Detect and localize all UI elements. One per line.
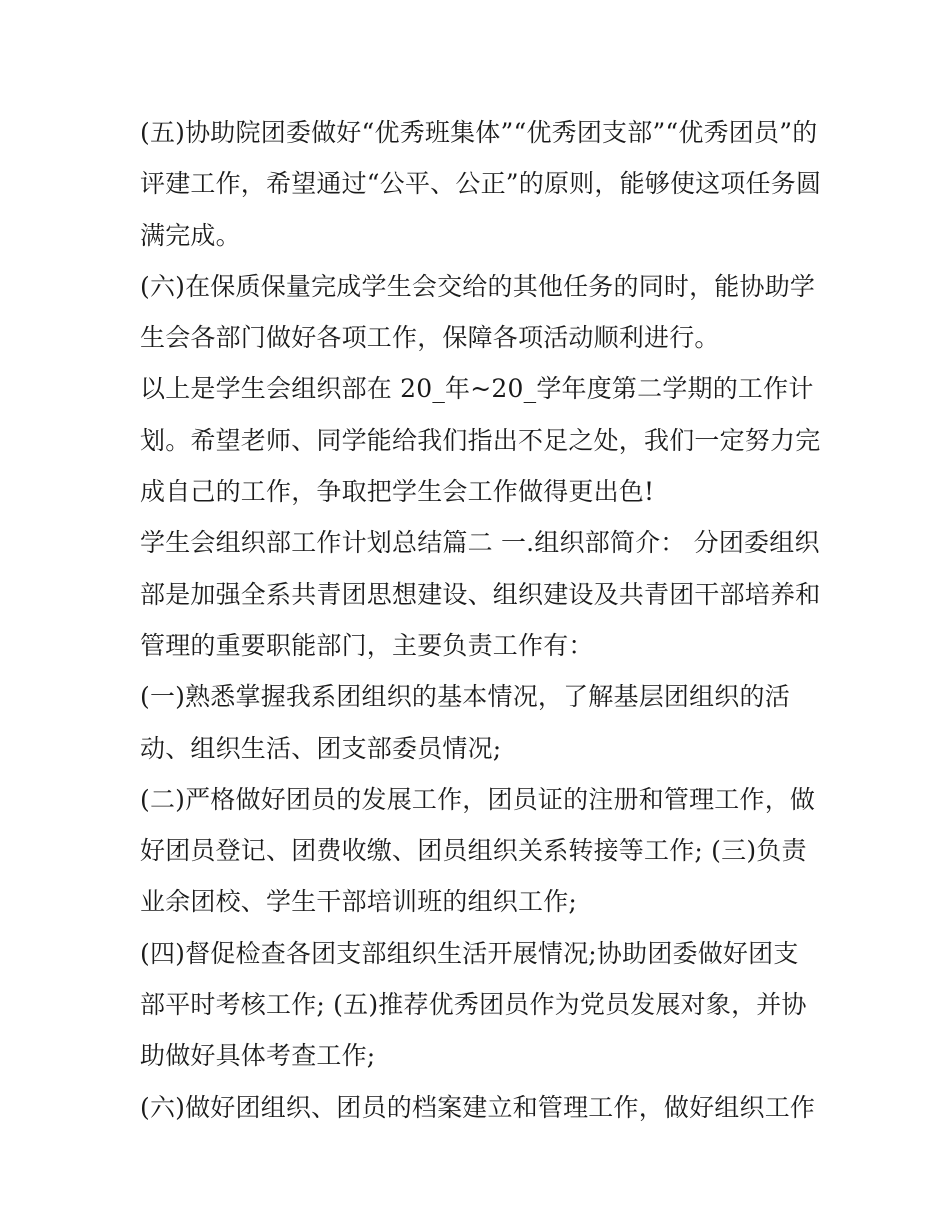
text-line: (六)在保质保量完成学生会交给的其他任务的同时，能协助学 xyxy=(140,271,816,301)
text-line: (二)严格做好团员的发展工作，团员证的注册和管理工作，做 xyxy=(140,784,816,814)
text-line: 助做好具体考查工作; xyxy=(140,1041,376,1071)
section-heading-line: 学生会组织部工作计划总结篇二 一.组织部简介： 分团委组织 xyxy=(140,528,820,558)
text-line: 管理的重要职能部门，主要负责工作有： xyxy=(140,630,594,660)
text-line: 生会各部门做好各项工作，保障各项活动顺利进行。 xyxy=(140,323,720,353)
text-line: 评建工作，希望通过“公平、公正”的原则，能够使这项任务圆 xyxy=(140,169,822,199)
text-line: (一)熟悉掌握我系团组织的基本情况，了解基层团组织的活 xyxy=(140,682,790,712)
text-line: (六)做好团组织、团员的档案建立和管理工作，做好组织工作 xyxy=(140,1092,816,1122)
text-line: 划。希望老师、同学能给我们指出不足之处，我们一定努力完 xyxy=(140,425,821,455)
text-line: 好团员登记、团费收缴、团员组织关系转接等工作; (三)负责 xyxy=(140,836,807,866)
text-line: 满完成。 xyxy=(140,220,241,250)
text-line: 以上是学生会组织部在 20_年~20_学年度第二学期的工作计 xyxy=(140,374,814,404)
text-line: 成自己的工作，争取把学生会工作做得更出色! xyxy=(140,477,655,507)
text-line: (四)督促检查各团支部组织生活开展情况;协助团委做好团支 xyxy=(140,938,799,968)
text-line: 部平时考核工作; (五)推荐优秀团员作为党员发展对象，并协 xyxy=(140,990,807,1020)
document-page xyxy=(140,107,820,1133)
text-line: 部是加强全系共青团思想建设、组织建设及共青团干部培养和 xyxy=(140,579,821,609)
text-line: 业余团校、学生干部培训班的组织工作; xyxy=(140,887,578,917)
text-line: (五)协助院团委做好“优秀班集体”“优秀团支部”“优秀团员”的 xyxy=(140,118,818,147)
text-line: 动、组织生活、团支部委员情况; xyxy=(140,733,502,763)
